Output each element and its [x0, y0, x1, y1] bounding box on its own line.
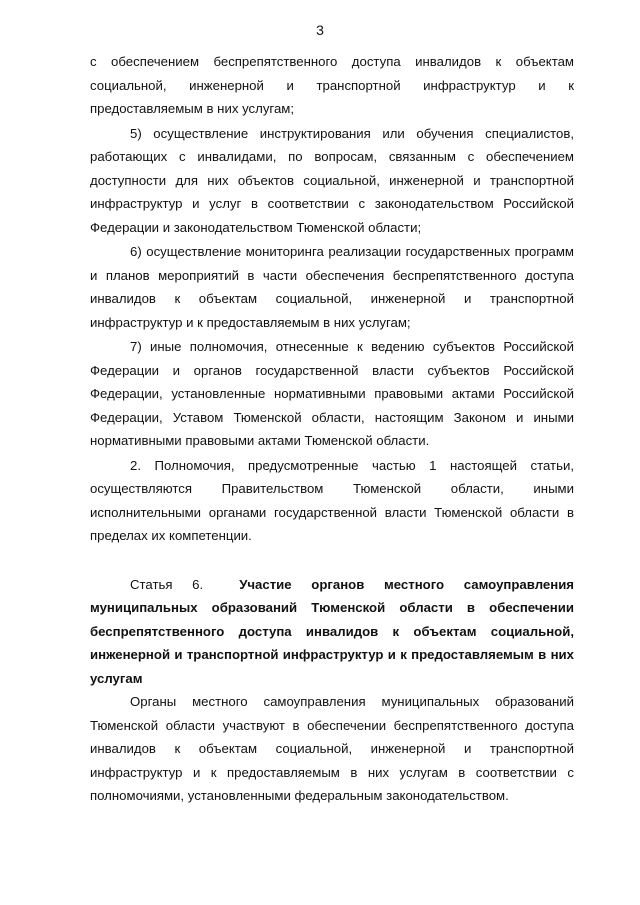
- paragraph-item-7: 7) иные полномочия, отнесенные к ведению субъектов Российской Федерации и органов государственной власти субъектов Российской Федерации, установленные нормативными правовыми актами Российской Федерации, Уставом Тюменской области, настоящим Законом и иными нормативными правовыми актами Тюменской области.: [90, 339, 574, 448]
- paragraph-continuation: с обеспечением беспрепятственного доступа инвалидов к объектам социальной, инженерной и транспортной инфраструктур и к предоставляемым в них услугам;: [90, 54, 574, 116]
- article-6-title: Участие органов местного самоуправления муниципальных образований Тюменской области в обеспечении беспрепятственного доступа инвалидов к объектам социальной, инженерной и транспортной инфраструктур и к предоставляемым в них услугам: [90, 576, 574, 686]
- page-number: 3: [316, 22, 324, 38]
- document-body: [90, 50, 574, 808]
- paragraph-item-5: 5) осуществление инструктирования или обучения специалистов, работающих с инвалидами, по вопросам, связанным с обеспечением доступности для них объектов социальной, инженерной и транспортной инфраструктур и услуг в соответствии с законодательством Российской Федерации и законодательством Тюменской области;: [90, 125, 574, 235]
- article-6-heading: [90, 573, 574, 691]
- paragraph-item-6: 6) осуществление мониторинга реализации государственных программ и планов мероприятий в части обеспечения беспрепятственного доступа инвалидов к объектам социальной, инженерной и транспортной инфраструктур и к предоставляемым в них услугам;: [90, 244, 574, 330]
- article-6-body: Органы местного самоуправления муниципальных образований Тюменской области участвуют в обеспечении беспрепятственного доступа инвалидов к объектам социальной, инженерной и транспортной инфраструктур и к предоставляемым в них услугам в соответствии с полномочиями, установленными федеральным законодательством.: [90, 694, 574, 803]
- article-6-number: Статья 6.: [130, 576, 204, 592]
- paragraph-part-2: 2. Полномочия, предусмотренные частью 1 настоящей статьи, осуществляются Правительством Тюменской области, иными исполнительными органами государственной власти Тюменской области в пределах их компетенции.: [90, 457, 574, 543]
